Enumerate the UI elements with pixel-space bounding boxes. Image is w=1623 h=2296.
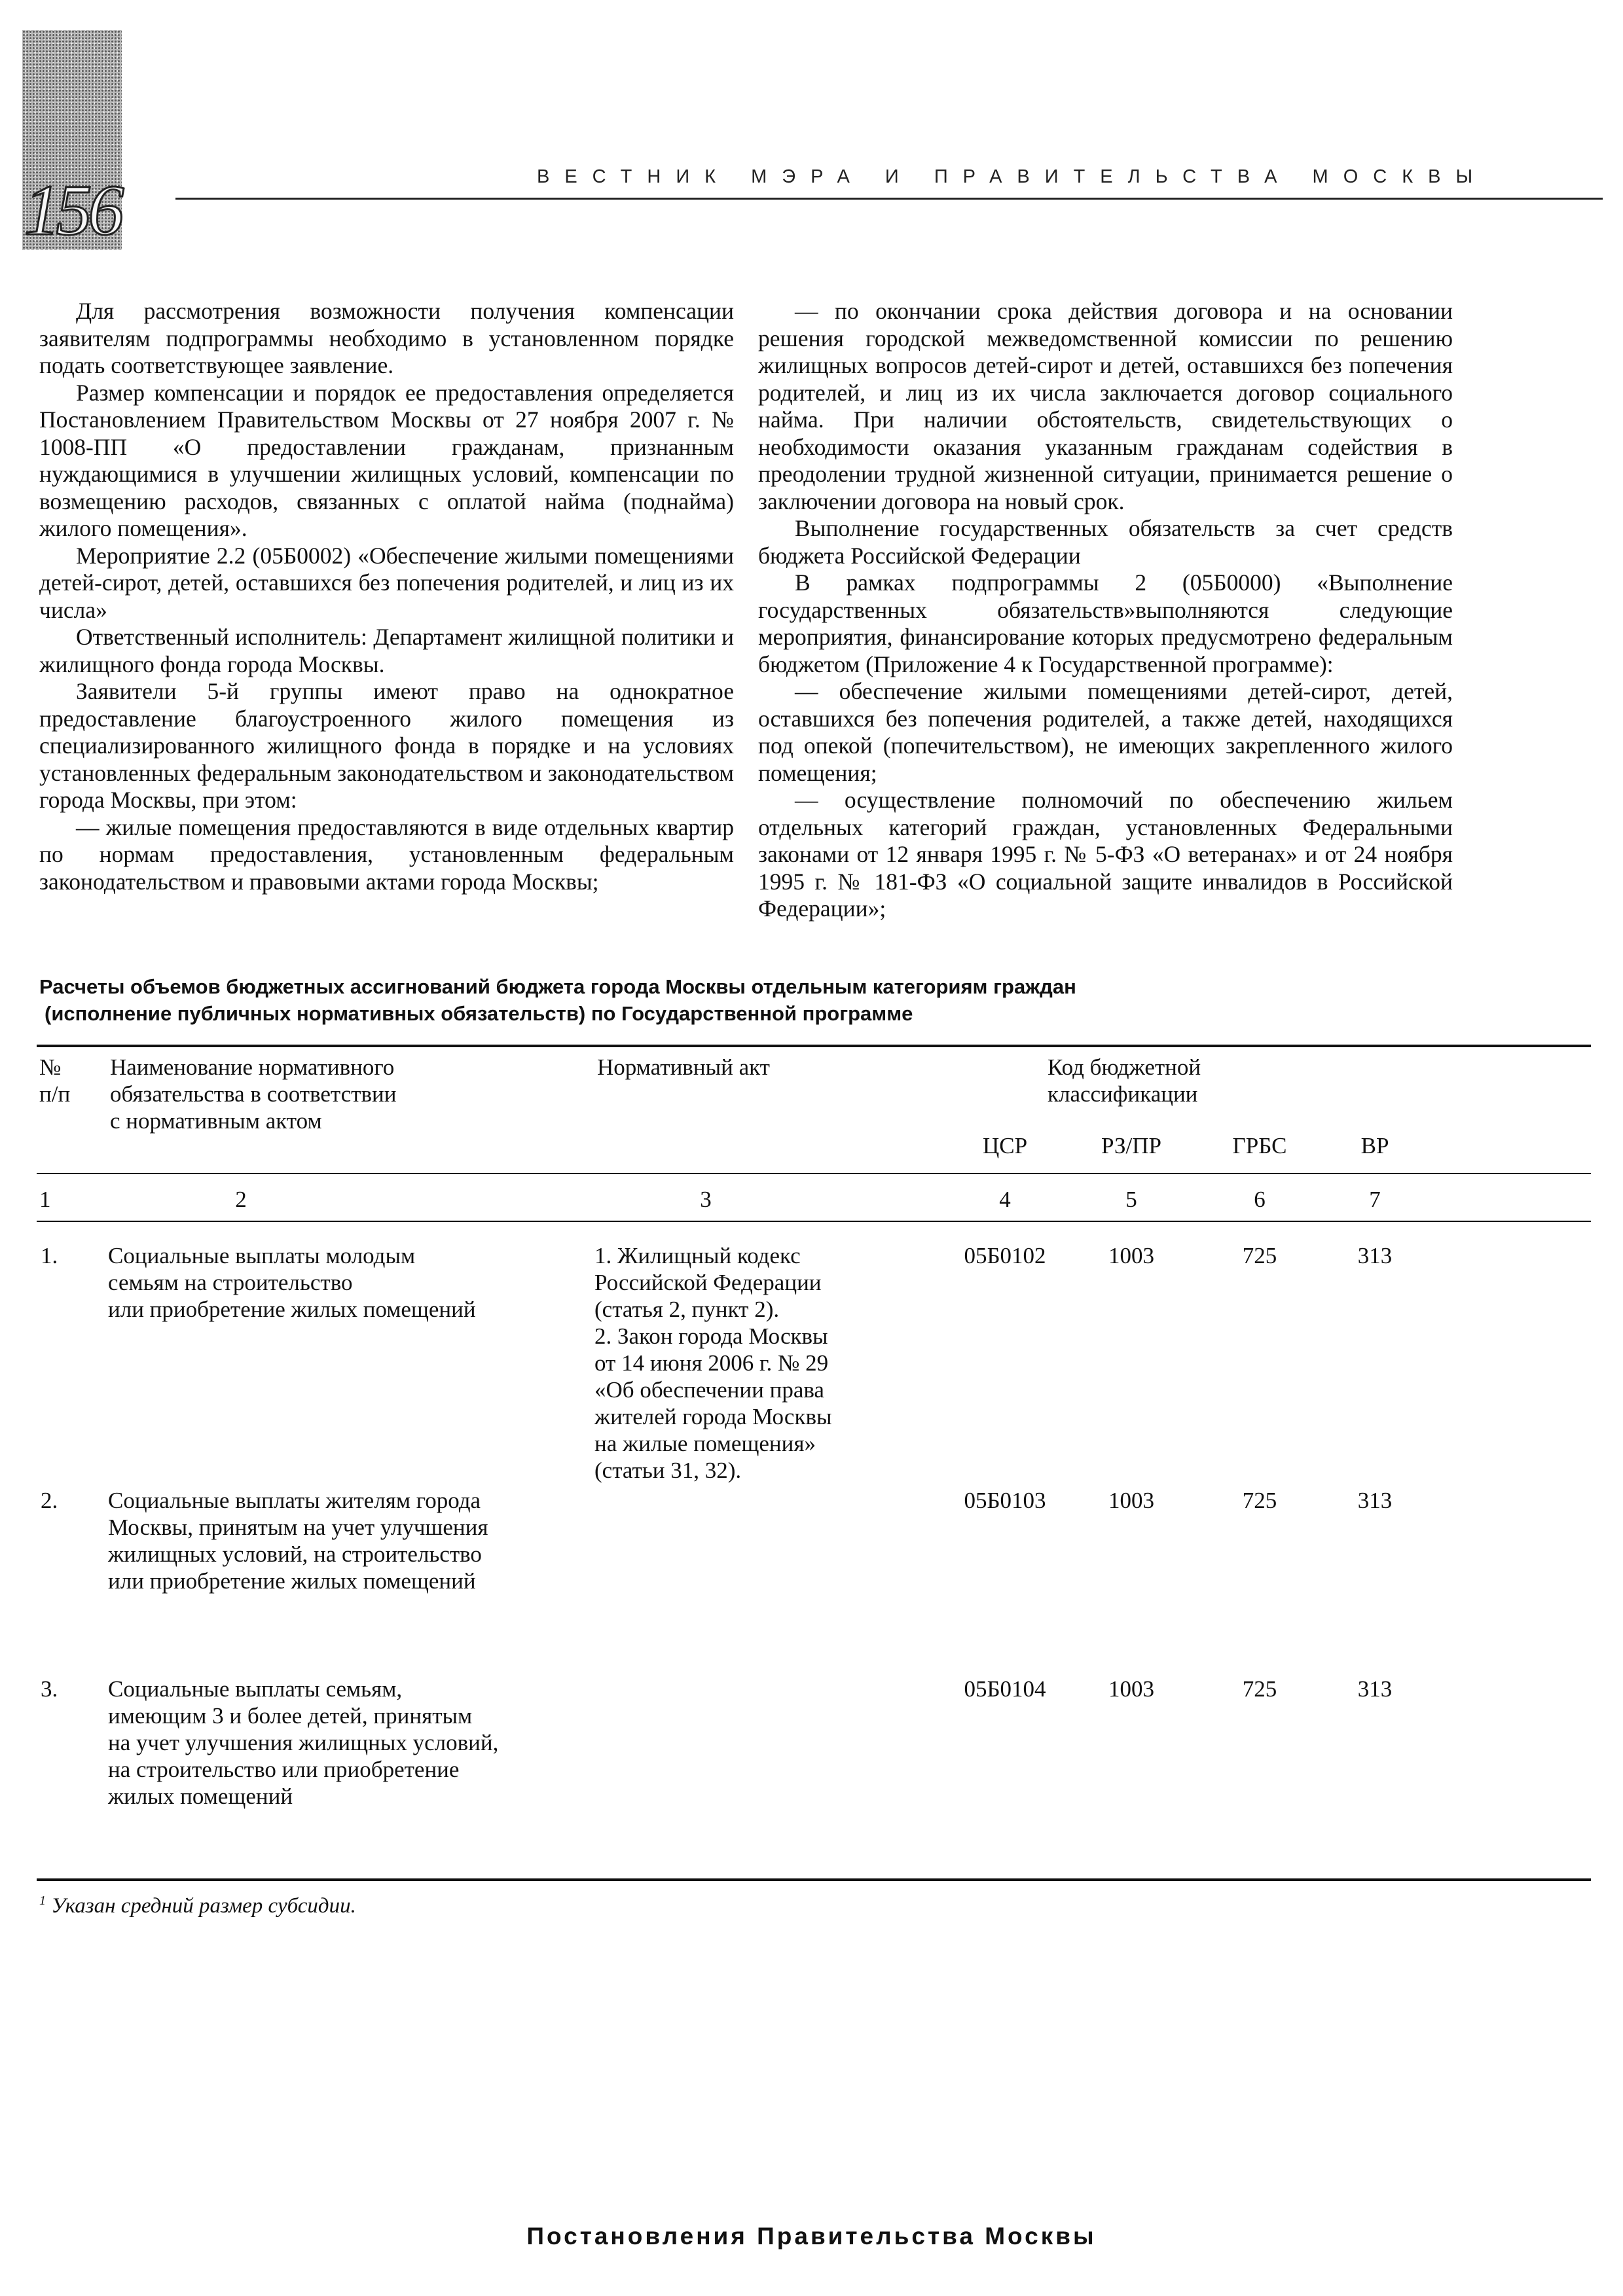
paragraph: — осуществление полномочий по обеспечению жильем отдельных категорий граждан, установленных Федеральными законами от 12 января 1995 г. № 5-ФЗ «О ветеранах» и от 24 ноября 1995 г. № 181-ФЗ «О социальной защите инвалидов в Российской Федерации»; — [758, 787, 1453, 922]
row-vr: 313 — [1357, 1676, 1393, 1702]
paragraph: Ответственный исполнитель: Департамент жилищной политики и жилищного фонда города Москвы. — [39, 624, 734, 677]
header-budget-code: Код бюджетной классификации — [1048, 1054, 1201, 1107]
row-obligation-name: Социальные выплаты семьям, имеющим 3 и более детей, принятым на учет улучшения жилищных условий, на строительство или приобретение жилых помещений — [108, 1676, 499, 1809]
paragraph: — обеспечение жилыми помещениями детей-сирот, детей, оставшихся без попечения родителей, а также детей, находящихся под опекой (попечительством), не имеющих закрепленного жилого помещения; — [758, 678, 1453, 786]
footnote-mark: 1 — [39, 1893, 46, 1908]
paragraph: — по окончании срока действия договора и на основании решения городской межведомственной комиссии по решению жилищных вопросов детей-сирот и детей, оставшихся без попечения родителей, и лиц из их числа заключается договор социального найма. При наличии обстоятельств, свидетельствующих о необходимости оказания указанным гражданам содействия в преодолении трудной жизненной ситуации, принимается решение о заключении договора на новый срок. — [758, 298, 1453, 514]
footnote-text: Указан средний размер субсидии. — [51, 1894, 356, 1918]
paragraph: Выполнение государственных обязательств за счет средств бюджета Российской Федерации — [758, 515, 1453, 569]
table-title — [39, 973, 1349, 1027]
table-top-rule — [37, 1045, 1591, 1047]
row-grbs: 725 — [1242, 1243, 1277, 1268]
row-csr: 05Б0102 — [964, 1243, 1046, 1268]
right-column — [758, 298, 1453, 923]
page-number: 156 — [24, 170, 120, 250]
table-numbers-rule — [37, 1221, 1591, 1222]
row-rzpr: 1003 — [1108, 1243, 1154, 1268]
left-column — [39, 298, 734, 895]
header-rule — [175, 198, 1603, 200]
row-vr: 313 — [1357, 1488, 1393, 1513]
footer-title: Постановления Правительства Москвы — [526, 2223, 1097, 2250]
header-csr: ЦСР — [982, 1133, 1028, 1158]
column-number: 7 — [1369, 1187, 1381, 1212]
header-vr: ВР — [1360, 1133, 1389, 1158]
row-rzpr: 1003 — [1108, 1488, 1154, 1513]
row-number: 2. — [41, 1488, 58, 1513]
paragraph: Мероприятие 2.2 (05Б0002) «Обеспечение жилыми помещениями детей-сирот, детей, оставшихся без попечения родителей, и лиц из их числа» — [39, 542, 734, 623]
page-number-block — [22, 30, 122, 250]
table-title-line: Расчеты объемов бюджетных ассигнований бюджета города Москвы отдельным категориям граждан — [39, 975, 1076, 998]
row-number: 3. — [41, 1676, 58, 1702]
paragraph: Заявители 5-й группы имеют право на однократное предоставление благоустроенного жилого помещения из специализированного жилищного фонда в порядке и на условиях установленных федеральным законодательством и законодательством города Москвы, при этом: — [39, 678, 734, 813]
row-number: 1. — [41, 1243, 58, 1268]
row-obligation-name: Социальные выплаты жителям города Москвы, принятым на учет улучшения жилищных условий, на строительство или приобретение жилых помещений — [108, 1488, 488, 1594]
header-act: Нормативный акт — [597, 1054, 770, 1080]
column-number: 4 — [999, 1187, 1011, 1212]
paragraph: Размер компенсации и порядок ее предоставления определяется Постановлением Правительством Москвы от 27 ноября 2007 г. № 1008-ПП «О предоставлении гражданам, признанным нуждающимися в улучшении жилищных условий, компенсации по возмещению расходов, связанных с оплатой найма (поднайма) жилого помещения». — [39, 379, 734, 541]
paragraph: В рамках подпрограммы 2 (05Б0000) «Выполнение государственных обязательств»выполняются следующие мероприятия, финансирование которых предусмотрено федеральным бюджетом (Приложение 4 к Государственной программе): — [758, 569, 1453, 677]
row-grbs: 725 — [1242, 1676, 1277, 1702]
paragraph: Для рассмотрения возможности получения компенсации заявителям подпрограммы необходимо в установленном порядке подать соответствующее заявление. — [39, 298, 734, 378]
header-no: № п/п — [39, 1054, 71, 1107]
table-bottom-rule — [37, 1878, 1591, 1881]
table-header-rule — [37, 1173, 1591, 1174]
header-name: Наименование нормативного обязательства в соответствии с нормативным актом — [110, 1054, 397, 1134]
row-normative-act: 1. Жилищный кодекс Российской Федерации (статья 2, пункт 2). 2. Закон города Москвы от 14 июня 2006 г. № 29 «Об обеспечении права жителей города Москвы на жилые помещения» (статьи 31, 32). — [594, 1243, 832, 1483]
paragraph: — жилые помещения предоставляются в виде отдельных квартир по нормам предоставления, установленным федеральным законодательством и правовыми актами города Москвы; — [39, 814, 734, 895]
column-number: 1 — [39, 1187, 51, 1212]
row-rzpr: 1003 — [1108, 1676, 1154, 1702]
table-title-line: (исполнение публичных нормативных обязательств) по Государственной программе — [45, 1002, 913, 1025]
row-grbs: 725 — [1242, 1488, 1277, 1513]
row-vr: 313 — [1357, 1243, 1393, 1268]
running-head: ВЕСТНИК МЭРА И ПРАВИТЕЛЬСТВА МОСКВЫ — [537, 166, 1488, 187]
row-csr: 05Б0104 — [964, 1676, 1046, 1702]
row-csr: 05Б0103 — [964, 1488, 1046, 1513]
column-number: 6 — [1254, 1187, 1266, 1212]
column-number: 2 — [235, 1187, 247, 1212]
row-obligation-name: Социальные выплаты молодым семьям на строительство или приобретение жилых помещений — [108, 1243, 476, 1322]
column-number: 3 — [700, 1187, 712, 1212]
footnote — [39, 1893, 356, 1918]
header-rzpr: РЗ/ПР — [1101, 1133, 1161, 1158]
column-number: 5 — [1125, 1187, 1137, 1212]
header-grbs: ГРБС — [1232, 1133, 1287, 1158]
